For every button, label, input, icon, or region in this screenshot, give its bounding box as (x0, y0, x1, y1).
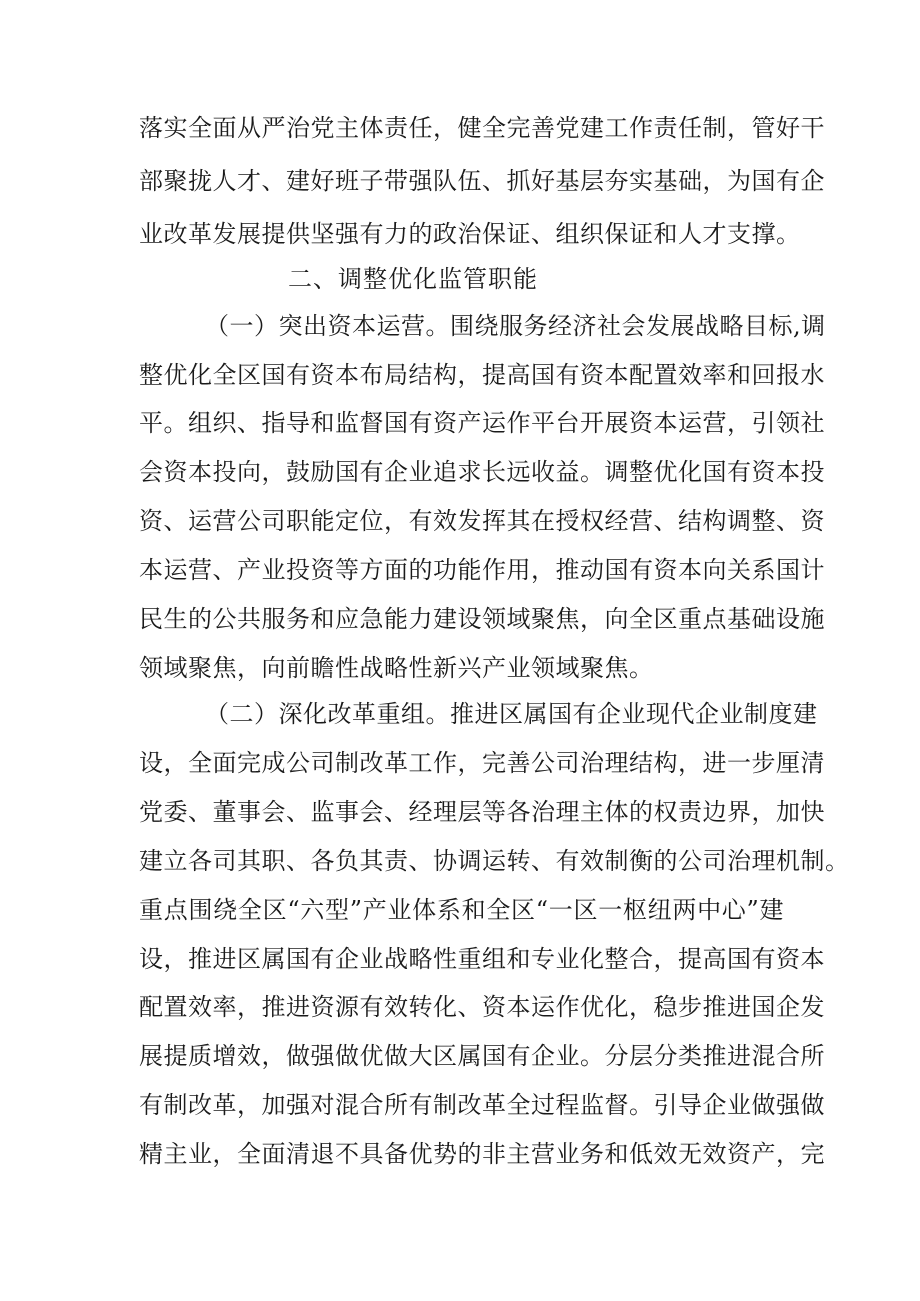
paragraph-line: 落实全面从严治党主体责任，健全完善党建工作责任制，管好干 (139, 114, 825, 142)
paragraph-line: 配置效率，推进资源有效转化、资本运作优化，稳步推进国企发 (139, 993, 825, 1021)
paragraph-line: （一）突出资本运营。围绕服务经济社会发展战略目标,调 (205, 312, 826, 340)
paragraph-line: 党委、董事会、监事会、经理层等各治理主体的权责边界，加快 (139, 798, 825, 826)
paragraph-line: 领域聚焦，向前瞻性战略性新兴产业领域聚焦。 (139, 654, 654, 682)
paragraph-line: 民生的公共服务和应急能力建设领域聚焦，向全区重点基础设施 (139, 605, 825, 633)
paragraph-line: 平。组织、指导和监督国有资产运作平台开展资本运营，引领社 (139, 409, 825, 437)
paragraph-line: 会资本投向，鼓励国有企业追求长远收益。调整优化国有资本投 (139, 458, 825, 486)
paragraph-line: 本运营、产业投资等方面的功能作用，推动国有资本向关系国计 (139, 556, 825, 584)
paragraph-line: 设，全面完成公司制改革工作，完善公司治理结构，进一步厘清 (139, 749, 825, 777)
paragraph-line: 建立各司其职、各负其责、协调运转、有效制衡的公司治理机制。 (139, 847, 850, 875)
paragraph-line: 重点围绕全区“六型”产业体系和全区“一区一枢纽两中心”建 (139, 896, 784, 924)
paragraph-line: 业改革发展提供坚强有力的政治保证、组织保证和人才支撑。 (139, 220, 801, 248)
paragraph-line: 部聚拢人才、建好班子带强队伍、抓好基层夯实基础，为国有企 (139, 167, 825, 195)
paragraph-line: 资、运营公司职能定位，有效发挥其在授权经营、结构调整、资 (139, 507, 825, 535)
paragraph-line: 有制改革，加强对混合所有制改革全过程监督。引导企业做强做 (139, 1091, 825, 1119)
paragraph-line: （二）深化改革重组。推进区属国有企业现代企业制度建 (205, 700, 818, 728)
section-heading: 二、调整优化监管职能 (288, 265, 538, 293)
paragraph-line: 整优化全区国有资本布局结构，提高国有资本配置效率和回报水 (139, 361, 825, 389)
paragraph-line: 精主业，全面清退不具备优势的非主营业务和低效无效资产，完 (139, 1140, 825, 1168)
paragraph-line: 展提质增效，做强做优做大区属国有企业。分层分类推进混合所 (139, 1042, 825, 1070)
paragraph-line: 设，推进区属国有企业战略性重组和专业化整合，提高国有资本 (139, 945, 825, 973)
